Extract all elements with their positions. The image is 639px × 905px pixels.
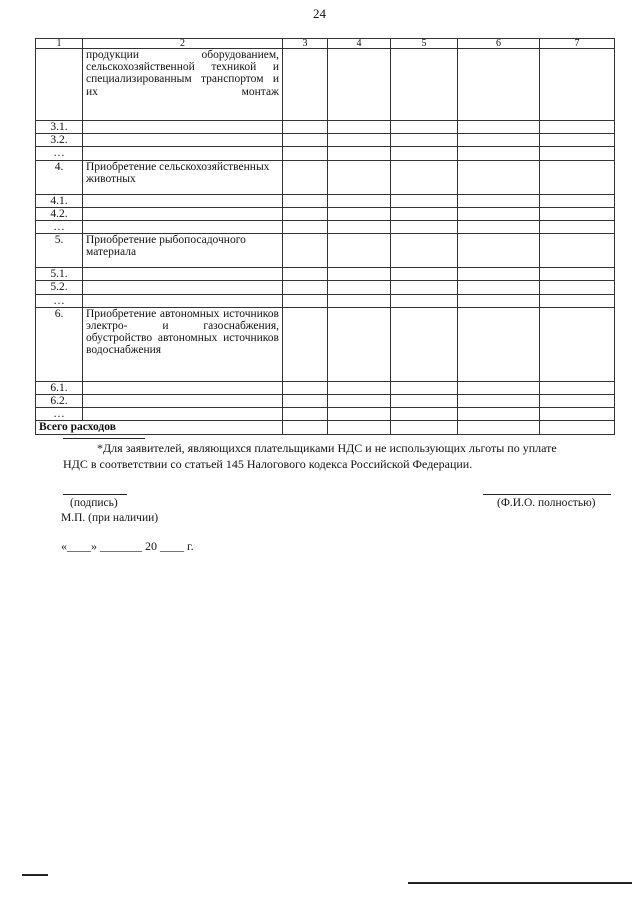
row-number: 5.2. xyxy=(36,281,83,294)
row-value-cell xyxy=(458,147,540,160)
row-value-cell xyxy=(328,395,391,408)
table-row xyxy=(36,221,615,234)
row-value-cell xyxy=(283,147,328,160)
row-number: 4.2. xyxy=(36,207,83,220)
total-value-cell xyxy=(540,421,615,434)
signature-line xyxy=(63,494,127,495)
column-header: 6 xyxy=(458,39,540,49)
expense-table-body xyxy=(36,39,615,435)
row-value-cell xyxy=(458,268,540,281)
column-header: 1 xyxy=(36,39,83,49)
row-value-cell xyxy=(391,221,458,234)
row-description xyxy=(83,134,283,147)
row-value-cell xyxy=(540,268,615,281)
row-description: Приобретение рыбопосадочного материала xyxy=(83,234,283,268)
footnote xyxy=(63,440,614,472)
total-value-cell xyxy=(328,421,391,434)
row-value-cell xyxy=(283,395,328,408)
row-value-cell xyxy=(540,194,615,207)
column-header: 7 xyxy=(540,39,615,49)
table-row xyxy=(36,268,615,281)
row-value-cell xyxy=(458,408,540,421)
row-description xyxy=(83,268,283,281)
row-number: 6. xyxy=(36,307,83,381)
row-number: 3.1. xyxy=(36,121,83,134)
table-row xyxy=(36,49,615,121)
table-row xyxy=(36,147,615,160)
row-value-cell xyxy=(328,408,391,421)
row-description: Приобретение автономных источников электро- и газоснабжения, обустройство автономных источников водоснабжения xyxy=(83,307,283,381)
table-row xyxy=(36,381,615,394)
row-number: 5.1. xyxy=(36,268,83,281)
row-value-cell xyxy=(540,147,615,160)
row-description xyxy=(83,395,283,408)
row-value-cell xyxy=(391,234,458,268)
row-value-cell xyxy=(283,160,328,194)
row-value-cell xyxy=(328,147,391,160)
row-value-cell xyxy=(328,121,391,134)
row-description xyxy=(83,221,283,234)
stamp-label: М.П. (при наличии) xyxy=(61,512,159,524)
row-value-cell xyxy=(328,49,391,121)
row-value-cell xyxy=(283,294,328,307)
row-number: … xyxy=(36,147,83,160)
bottom-right-mark xyxy=(408,882,632,884)
row-description xyxy=(83,121,283,134)
column-header: 5 xyxy=(391,39,458,49)
row-value-cell xyxy=(391,121,458,134)
row-value-cell xyxy=(458,221,540,234)
row-value-cell xyxy=(540,160,615,194)
row-value-cell xyxy=(391,134,458,147)
expense-table xyxy=(35,38,615,435)
row-value-cell xyxy=(391,281,458,294)
row-value-cell xyxy=(458,121,540,134)
row-value-cell xyxy=(328,134,391,147)
total-value-cell xyxy=(391,421,458,434)
row-description xyxy=(83,294,283,307)
row-value-cell xyxy=(391,160,458,194)
row-description xyxy=(83,147,283,160)
row-value-cell xyxy=(391,49,458,121)
row-value-cell xyxy=(458,207,540,220)
row-description xyxy=(83,281,283,294)
table-row xyxy=(36,408,615,421)
column-header: 2 xyxy=(83,39,283,49)
row-number: 6.1. xyxy=(36,381,83,394)
row-value-cell xyxy=(283,268,328,281)
row-value-cell xyxy=(458,134,540,147)
row-value-cell xyxy=(540,49,615,121)
row-description xyxy=(83,194,283,207)
signature-label: (подпись) xyxy=(70,497,118,509)
table-row xyxy=(36,207,615,220)
row-number: 4.1. xyxy=(36,194,83,207)
row-value-cell xyxy=(391,294,458,307)
footnote-separator xyxy=(63,438,145,439)
row-value-cell xyxy=(458,294,540,307)
table-row xyxy=(36,294,615,307)
table-row xyxy=(36,234,615,268)
footnote-line-1: *Для заявителей, являющихся плательщиками НДС и не использующих льготы по уплате xyxy=(97,441,557,455)
row-value-cell xyxy=(328,307,391,381)
full-name-label: (Ф.И.О. полностью) xyxy=(497,497,596,509)
row-description: продукции оборудованием, сельскохозяйственной техникой и специализированным транспортом и их монтаж xyxy=(83,49,283,121)
row-value-cell xyxy=(328,160,391,194)
row-value-cell xyxy=(391,408,458,421)
name-line xyxy=(483,494,611,495)
row-number: 4. xyxy=(36,160,83,194)
row-value-cell xyxy=(283,194,328,207)
row-value-cell xyxy=(391,194,458,207)
row-value-cell xyxy=(540,121,615,134)
row-value-cell xyxy=(328,221,391,234)
row-value-cell xyxy=(391,395,458,408)
row-number xyxy=(36,49,83,121)
row-value-cell xyxy=(283,408,328,421)
row-value-cell xyxy=(283,234,328,268)
row-value-cell xyxy=(540,381,615,394)
table-row xyxy=(36,160,615,194)
row-number: 3.2. xyxy=(36,134,83,147)
row-value-cell xyxy=(391,381,458,394)
row-value-cell xyxy=(458,381,540,394)
row-value-cell xyxy=(391,147,458,160)
table-row xyxy=(36,121,615,134)
row-value-cell xyxy=(283,307,328,381)
row-value-cell xyxy=(283,281,328,294)
bottom-left-mark xyxy=(22,874,48,876)
row-value-cell xyxy=(283,381,328,394)
total-label: Всего расходов xyxy=(36,421,283,434)
row-value-cell xyxy=(391,268,458,281)
row-value-cell xyxy=(458,194,540,207)
row-number: 6.2. xyxy=(36,395,83,408)
row-value-cell xyxy=(283,134,328,147)
page-number: 24 xyxy=(313,6,326,21)
row-description xyxy=(83,408,283,421)
total-value-cell xyxy=(458,421,540,434)
table-header-row xyxy=(36,39,615,49)
row-value-cell xyxy=(283,121,328,134)
table-row xyxy=(36,395,615,408)
row-value-cell xyxy=(283,221,328,234)
row-number: … xyxy=(36,294,83,307)
total-value-cell xyxy=(283,421,328,434)
footnote-line-2: НДС в соответствии со статьей 145 Налогового кодекса Российской Федерации. xyxy=(63,457,473,471)
table-row xyxy=(36,281,615,294)
row-value-cell xyxy=(283,207,328,220)
row-value-cell xyxy=(391,207,458,220)
row-value-cell xyxy=(458,234,540,268)
row-value-cell xyxy=(283,49,328,121)
row-value-cell xyxy=(540,134,615,147)
row-value-cell xyxy=(540,281,615,294)
row-value-cell xyxy=(540,234,615,268)
table-row xyxy=(36,307,615,381)
row-value-cell xyxy=(540,294,615,307)
row-value-cell xyxy=(328,268,391,281)
row-value-cell xyxy=(328,207,391,220)
row-number: 5. xyxy=(36,234,83,268)
row-value-cell xyxy=(328,381,391,394)
row-value-cell xyxy=(458,160,540,194)
row-value-cell xyxy=(458,307,540,381)
column-header: 3 xyxy=(283,39,328,49)
row-description: Приобретение сельскохозяйственных животных xyxy=(83,160,283,194)
row-description xyxy=(83,381,283,394)
row-value-cell xyxy=(458,49,540,121)
row-value-cell xyxy=(391,307,458,381)
row-value-cell xyxy=(458,281,540,294)
table-row xyxy=(36,194,615,207)
row-value-cell xyxy=(540,307,615,381)
row-description xyxy=(83,207,283,220)
row-number: … xyxy=(36,221,83,234)
row-value-cell xyxy=(328,194,391,207)
row-value-cell xyxy=(328,294,391,307)
row-number: … xyxy=(36,408,83,421)
row-value-cell xyxy=(540,207,615,220)
row-value-cell xyxy=(328,281,391,294)
table-row xyxy=(36,134,615,147)
row-value-cell xyxy=(540,408,615,421)
total-row xyxy=(36,421,615,434)
date-line: «____» _______ 20 ____ г. xyxy=(61,539,194,553)
row-value-cell xyxy=(540,221,615,234)
row-value-cell xyxy=(540,395,615,408)
column-header: 4 xyxy=(328,39,391,49)
row-value-cell xyxy=(328,234,391,268)
row-value-cell xyxy=(458,395,540,408)
